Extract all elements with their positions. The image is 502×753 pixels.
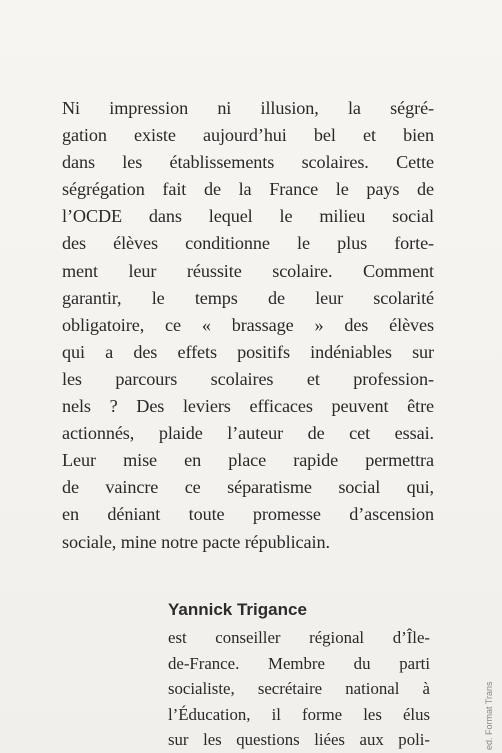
blurb-line: obligatoire, ce « brassage » des élèves [62,314,434,335]
bio-line: l’Éducation, il forme les élus [168,704,430,724]
blurb-line: dans les établissements scolaires. Cette [62,152,434,173]
blurb-line: sociale, mine notre pacte républicain. [62,531,330,552]
blurb-line: en déniant toute promesse d’ascension [62,504,434,525]
author-name: Yannick Trigance [168,600,307,619]
blurb-line: Leur mise en place rapide permettra [62,450,434,471]
spine-credit-text: ed. Format Trans [484,681,494,750]
blurb-line: de vaincre ce séparatisme social qui, [62,477,434,498]
author-bio [168,625,430,753]
bio-line: de-France. Membre du parti [168,653,430,673]
bio-line: sur les questions liées aux poli- [168,730,430,750]
blurb-line: des élèves conditionne le plus forte- [62,233,434,254]
blurb-text [62,95,434,556]
blurb-line: qui a des effets positifs indéniables sur [62,341,434,362]
blurb-line: ségrégation fait de la France le pays de [62,179,434,200]
blurb-line: l’OCDE dans lequel le milieu social [62,206,434,227]
blurb-line: actionnés, plaide l’auteur de cet essai. [62,423,434,444]
blurb-line: ment leur réussite scolaire. Comment [62,260,434,281]
bio-line: socialiste, secrétaire national à [168,679,430,699]
blurb-line: garantir, le temps de leur scolarité [62,287,434,308]
blurb-line: les parcours scolaires et profession- [62,368,434,389]
blurb-line: nels ? Des leviers efficaces peuvent être [62,396,434,417]
blurb-line: Ni impression ni illusion, la ségré- [62,98,434,118]
bio-line: est conseiller régional d’Île- [168,628,430,647]
blurb-line: gation existe aujourd’hui bel et bien [62,125,434,146]
